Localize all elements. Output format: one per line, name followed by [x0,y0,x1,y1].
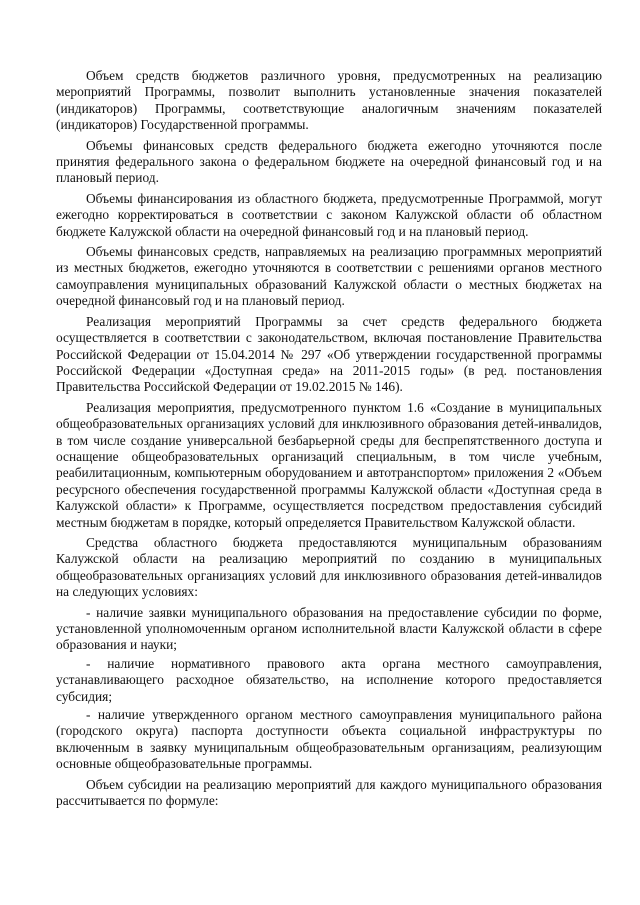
paragraph-subsidy-formula: Объем субсидии на реализацию мероприятий для каждого муниципального образования рассчитывается по формуле: [56,776,602,809]
paragraph-subsidy-conditions: Средства областного бюджета предоставляются муниципальным образованиям Калужской области на реализацию мероприятий по созданию в муниципальных общеобразовательных организациях условий для инклюзивного образования детей-инвалидов на следующих условиях: [56,534,602,600]
paragraph-regional-budget: Объемы финансирования из областного бюджета, предусмотренные Программой, могут ежегодно корректироваться в соответствии с законом Калужской области об областном бюджете Калужской области на очередной финансовый год и на плановый период. [56,190,602,239]
paragraph-federal-budget: Объемы финансовых средств федерального бюджета ежегодно уточняются после принятия федерального закона о федеральном бюджете на очередной финансовый год и на плановый период. [56,137,602,186]
paragraph-measure-1-6: Реализация мероприятия, предусмотренного пунктом 1.6 «Создание в муниципальных общеобразовательных организациях условий для инклюзивного образования детей-инвалидов, в том числе создание универсальной безбарьерной среды для беспрепятственного доступа и оснащение общеобразовательных организаций специальным, в том числе учебным, реабилитационным, компьютерным оборудованием и автотранспортом» приложения 2 «Объем ресурсного обеспечения государственной программы Калужской области «Доступная среда в Калужской области» к Программе, осуществляется посредством предоставления субсидий местным бюджетам в порядке, который определяется Правительством Калужской области. [56,399,602,530]
paragraph-federal-implementation: Реализация мероприятий Программы за счет средств федерального бюджета осуществляется в соответствии с законодательством, включая постановление Правительства Российской Федерации от 15.04.2014 № 297 «Об утверждении государственной программы Российской Федерации «Доступная среда» на 2011-2015 годы» (в ред. постановления Правительства Российской Федерации от 19.02.2015 № 146). [56,313,602,395]
paragraph-local-budgets: Объемы финансовых средств, направляемых на реализацию программных мероприятий из местных бюджетов, ежегодно уточняются в соответствии с решениями органов местного самоуправления муниципальных образований Калужской области о местных бюджетах на очередной финансовый год и на плановый период. [56,244,602,309]
list-item-application: - наличие заявки муниципального образования на предоставление субсидии по форме, установленной уполномоченным органом исполнительной власти Калужской области в сфере образования и науки; [56,604,602,653]
list-item-accessibility-passport: - наличие утвержденного органом местного самоуправления муниципального района (городского округа) паспорта доступности объекта социальной инфраструктуры по включенным в заявку муниципальным общеобразовательным организациям, реализующим основные общеобразовательные программы. [56,707,602,772]
list-item-legal-act: - наличие нормативного правового акта органа местного самоуправления, устанавливающего расходное обязательство, на исполнение которого предоставляется субсидия; [56,655,602,704]
paragraph-budget-levels: Объем средств бюджетов различного уровня, предусмотренных на реализацию мероприятий Программы, позволит выполнить установленные значения показателей (индикаторов) Программы, соответствующие аналогичным значениям показателей (индикаторов) Государственной программы. [56,68,602,133]
